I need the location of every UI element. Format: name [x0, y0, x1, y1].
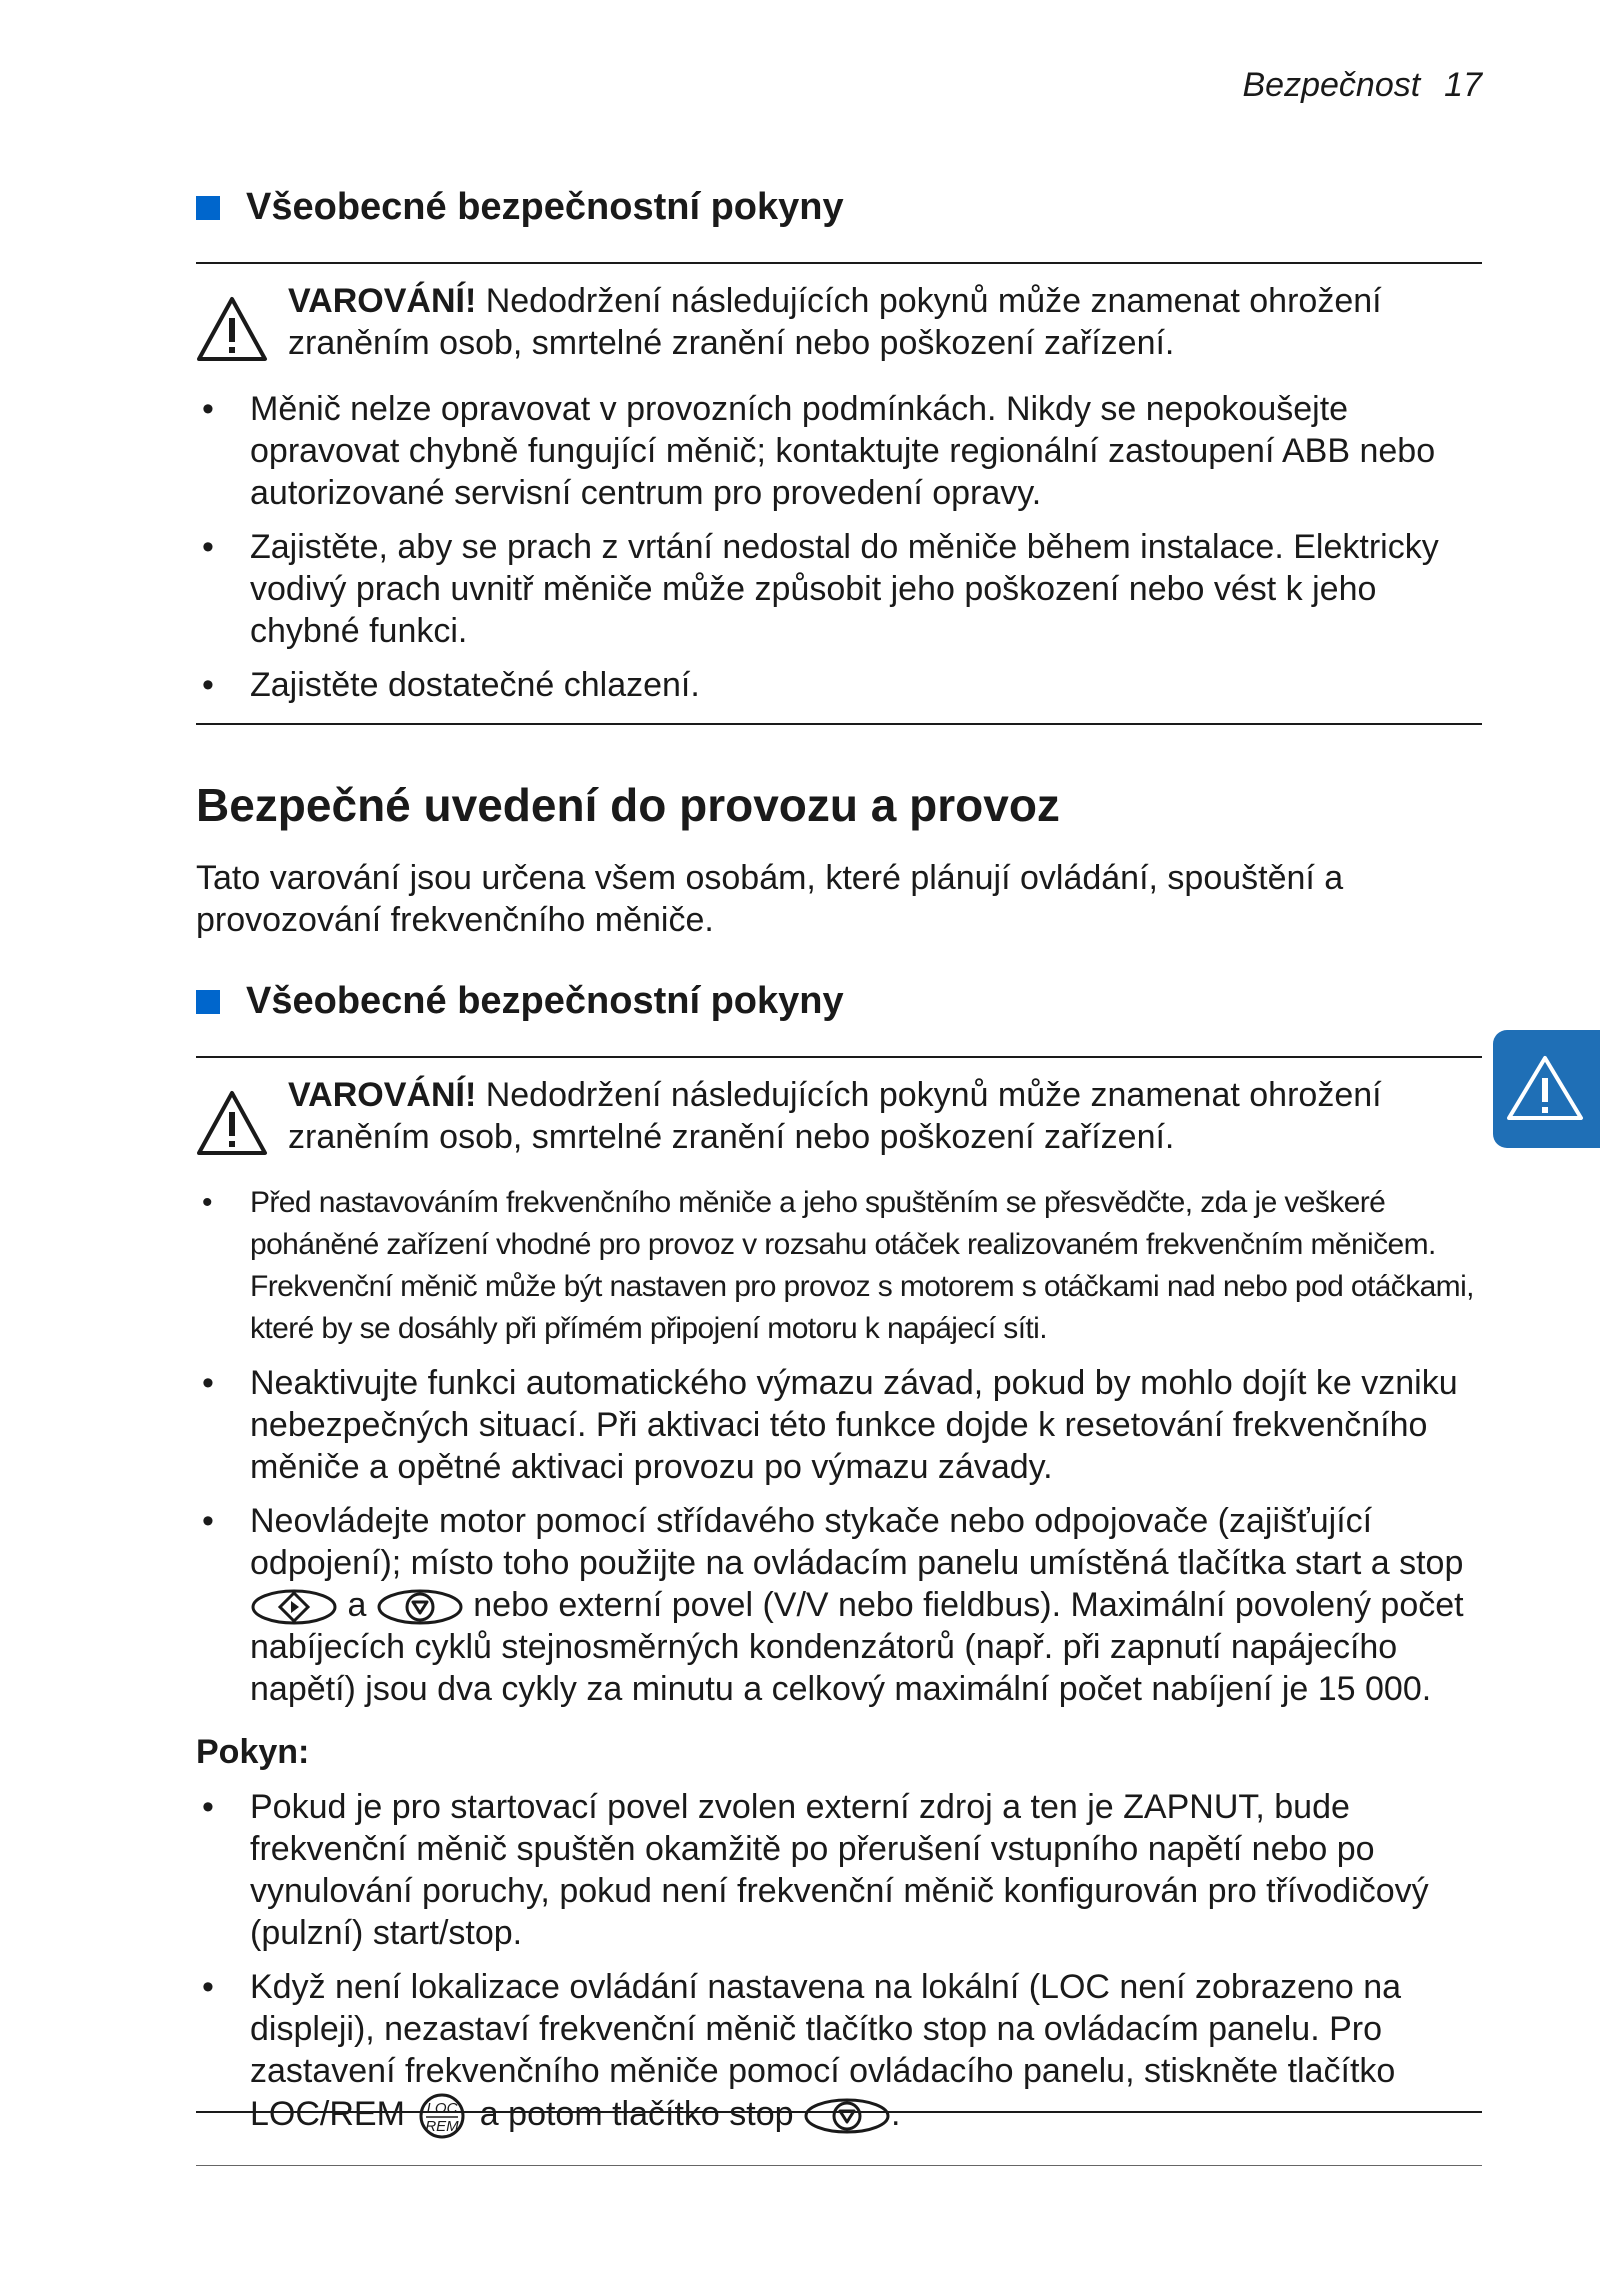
subheading-text: Všeobecné bezpečnostní pokyny — [246, 186, 844, 228]
page-header — [1243, 66, 1483, 105]
divider — [196, 1056, 1482, 1058]
bullet-list-2 — [196, 1182, 1482, 1722]
warning-label: VAROVÁNÍ! — [288, 282, 477, 320]
list-item-text: a potom tlačítko stop — [470, 2094, 803, 2133]
warning-icon — [196, 296, 268, 362]
note-label: Pokyn: — [196, 1733, 310, 1771]
warning-text — [288, 280, 1482, 364]
list-item: • Neaktivujte funkci automatického výmazu závad, pokud by mohlo dojít ke vzniku nebezpečných situací. Při aktivaci této funkce dojde k resetování frekvenčního měniče a opětné aktivaci provozu po výmazu závady. — [196, 1362, 1482, 1488]
note-bullet-list — [196, 1786, 1482, 2152]
warning-body: Nedodržení následujících pokynů může znamenat ohrožení zraněním osob, smrtelné zranění nebo poškození zařízení. — [288, 1076, 1382, 1156]
stop-button-icon — [803, 2097, 891, 2135]
divider — [196, 262, 1482, 264]
header-section: Bezpečnost — [1242, 66, 1421, 104]
svg-text:LOC: LOC — [426, 2100, 458, 2117]
list-item-text: nebo externí povel (V/V nebo fieldbus). Maximální povolený počet nabíjecích cyklů stejnosměrných kondenzátorů (např. při zapnutí napájecího napětí) jsou dva cykly za minutu a celkový maximální počet nabíjení je 15 000. — [250, 1586, 1464, 1709]
subheading-text: Všeobecné bezpečnostní pokyny — [246, 980, 844, 1022]
list-item-text: Neovládejte motor pomocí střídavého stykače nebo odpojovače (zajišťující odpojení); místo toho použijte na ovládacím panelu umístěná tlačítka start a stop — [250, 1502, 1464, 1582]
safety-side-tab — [1493, 1030, 1600, 1148]
blue-square-marker — [196, 196, 220, 220]
list-item — [196, 1966, 1482, 2140]
list-item-text: Když není lokalizace ovládání nastavena na lokální (LOC není zobrazeno na displeji), nezastaví frekvenční měnič tlačítko stop na ovládacím panelu. Pro zastavení frekvenčního měniče pomocí ovládacího panelu, stiskněte tlačítko LOC/REM — [250, 1968, 1402, 2133]
list-item-text: a — [338, 1586, 376, 1624]
list-item — [196, 1500, 1482, 1710]
svg-text:REM: REM — [425, 2118, 460, 2135]
loc-rem-button-icon — [414, 2092, 470, 2140]
list-item-text: . — [890, 2094, 901, 2133]
list-item: • Pokud je pro startovací povel zvolen externí zdroj a ten je ZAPNUT, bude frekvenční měnič spuštěn okamžitě po přerušení vstupního napětí nebo po vynulování poruchy, pokud není frekvenční měnič konfigurován pro třívodičový (pulzní) start/stop. — [196, 1786, 1482, 1954]
blue-square-marker — [196, 990, 220, 1014]
warning-body: Nedodržení následujících pokynů může znamenat ohrožení zraněním osob, smrtelné zranění nebo poškození zařízení. — [288, 282, 1382, 362]
divider — [196, 2111, 1482, 2113]
divider — [196, 723, 1482, 725]
warning-icon — [1505, 1054, 1585, 1124]
warning-label: VAROVÁNÍ! — [288, 1076, 477, 1114]
section-title: Bezpečné uvedení do provozu a provoz — [196, 779, 1060, 831]
subheading-general-safety-2 — [196, 980, 844, 1023]
warning-block-1 — [196, 280, 1482, 364]
stop-button-icon — [376, 1588, 464, 1626]
list-item: • Zajistěte, aby se prach z vrtání nedostal do měniče během instalace. Elektricky vodivý prach uvnitř měniče může způsobit jeho poškození nebo vést k jeho chybné funkci. — [196, 526, 1482, 652]
subheading-general-safety-1 — [196, 186, 844, 229]
start-button-icon — [250, 1588, 338, 1626]
warning-text — [288, 1074, 1482, 1158]
warning-block-2 — [196, 1074, 1482, 1158]
list-item: • Měnič nelze opravovat v provozních podmínkách. Nikdy se nepokoušejte opravovat chybně fungující měnič; kontaktujte regionální zastoupení ABB nebo autorizované servisní centrum pro provedení opravy. — [196, 388, 1482, 514]
page-number: 17 — [1444, 66, 1482, 104]
bullet-list-1 — [196, 388, 1482, 718]
footer-divider — [196, 2165, 1482, 2166]
warning-icon — [196, 1090, 268, 1156]
list-item: • Před nastavováním frekvenčního měniče a jeho spuštěním se přesvědčte, zda je veškeré poháněné zařízení vhodné pro provoz v rozsahu otáček realizovaném frekvenčním měničem. Frekvenční měnič může být nastaven pro provoz s motorem s otáčkami nad nebo pod otáčkami, které by se dosáhly při přímém připojení motoru k napájecí síti. — [196, 1182, 1482, 1350]
section-intro: Tato varování jsou určena všem osobám, které plánují ovládání, spouštění a provozování frekvenčního měniče. — [196, 859, 1344, 939]
list-item: • Zajistěte dostatečné chlazení. — [196, 664, 1482, 706]
